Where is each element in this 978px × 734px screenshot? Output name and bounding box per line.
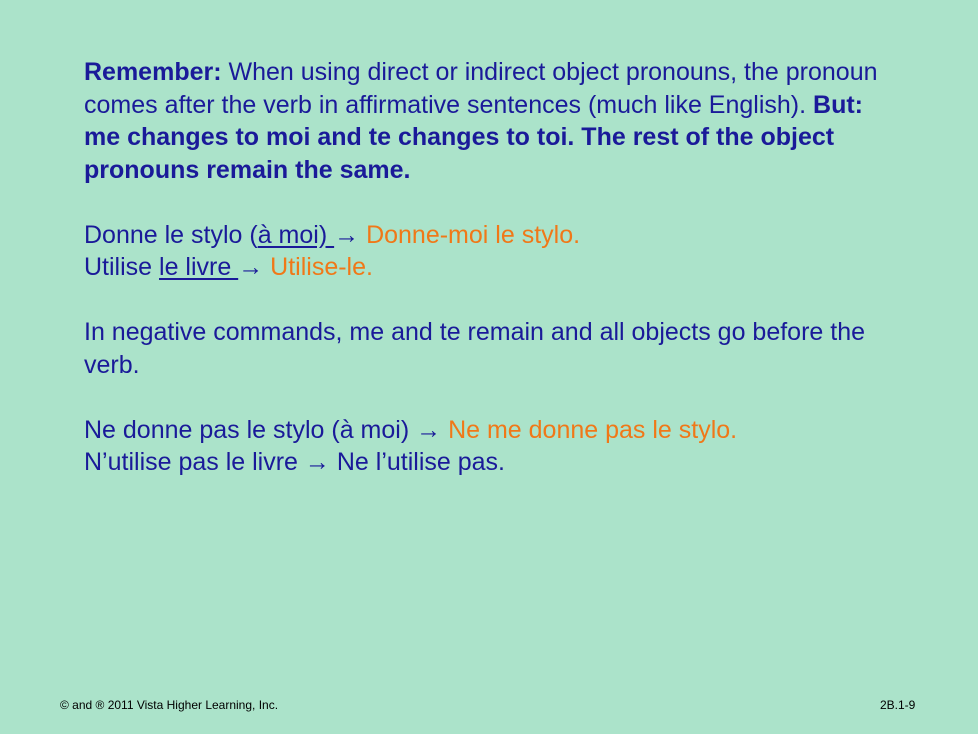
example-result: Utilise-le.: [270, 253, 373, 281]
example-result: Donne-moi le stylo.: [366, 220, 581, 249]
example-utilise: [84, 251, 904, 284]
spacer: [84, 284, 904, 317]
slide-number: 2B.1-9: [880, 698, 916, 712]
negative-example-result: Ne me donne pas le stylo.: [448, 415, 738, 444]
remember-label: Remember:: [84, 58, 222, 86]
arrow-symbol: →: [334, 220, 367, 249]
arrow-symbol: →: [238, 253, 271, 281]
rule-text: When using direct or indirect object pronouns, the pronoun comes after the verb in affirmative sentences (much like English).: [84, 58, 878, 119]
example-donne: [84, 219, 904, 252]
example-lead: Utilise: [84, 253, 160, 281]
negative-example-lead: N’utilise pas le livre → Ne l’utilise pas.: [84, 448, 505, 476]
spacer: [84, 381, 904, 414]
negative-example-donne: [84, 414, 904, 447]
spacer: [84, 186, 904, 219]
example-object: le livre: [159, 253, 239, 281]
negative-example-utilise: [84, 446, 904, 479]
example-object: à moi): [257, 220, 335, 249]
example-lead: Donne le stylo (: [84, 220, 258, 249]
rule-emphasis: But: me changes to moi and te changes to toi. The rest of the object pronouns remain the same.: [84, 90, 864, 184]
slide-body: [84, 56, 904, 479]
copyright-footer: © and ® 2011 Vista Higher Learning, Inc.: [60, 698, 279, 712]
negative-rule: In negative commands, me and te remain and all objects go before the verb.: [84, 318, 866, 379]
rule-paragraph: [84, 56, 904, 186]
negative-example-lead: Ne donne pas le stylo (à moi) →: [84, 415, 449, 444]
